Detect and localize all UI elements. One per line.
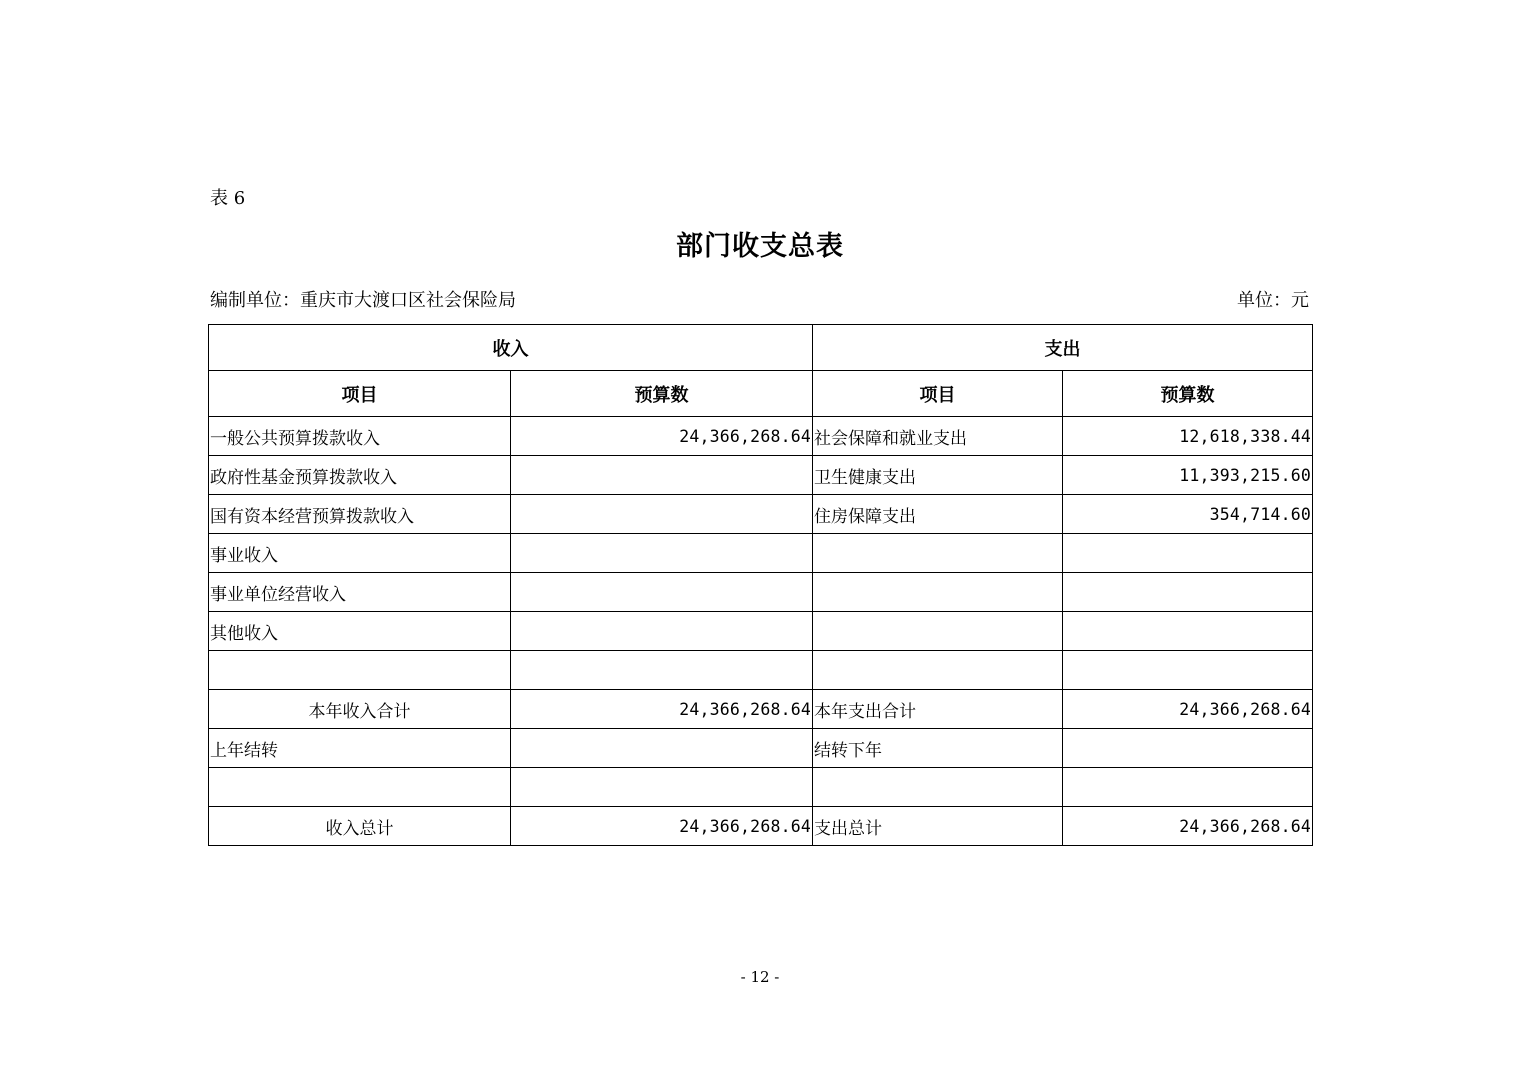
income-amount-cell <box>511 495 813 534</box>
table-group-header-row <box>209 325 1313 371</box>
table-column-header-row <box>209 371 1313 417</box>
table-row <box>209 495 1313 534</box>
income-item-cell: 国有资本经营预算拨款收入 <box>209 495 511 534</box>
income-subtotal-label: 本年收入合计 <box>209 690 511 729</box>
income-amount-cell <box>511 651 813 690</box>
expense-subtotal-amount: 24,366,268.64 <box>1063 690 1313 729</box>
income-item-cell: 其他收入 <box>209 612 511 651</box>
expense-amount-cell: 11,393,215.60 <box>1063 456 1313 495</box>
table-number: 表 6 <box>210 188 246 209</box>
income-subtotal-amount: 24,366,268.64 <box>511 690 813 729</box>
income-item-cell: 事业收入 <box>209 534 511 573</box>
expense-amount-cell <box>1063 651 1313 690</box>
expense-amount-cell: 12,618,338.44 <box>1063 417 1313 456</box>
compiling-unit: 编制单位：重庆市大渡口区社会保险局 <box>210 290 516 311</box>
expense-amount-cell: 354,714.60 <box>1063 495 1313 534</box>
expense-item-cell <box>813 573 1063 612</box>
expense-total-label: 支出总计 <box>813 807 1063 846</box>
expense-amount-cell <box>1063 612 1313 651</box>
expense-item-cell <box>813 612 1063 651</box>
expense-item-cell: 结转下年 <box>813 729 1063 768</box>
page-number: - 12 - <box>740 968 780 986</box>
income-group-header: 收入 <box>209 325 813 371</box>
income-item-cell <box>209 651 511 690</box>
income-amount-cell <box>511 456 813 495</box>
table-row <box>209 807 1313 846</box>
income-item-cell: 事业单位经营收入 <box>209 573 511 612</box>
expense-amount-cell <box>1063 729 1313 768</box>
table-row <box>209 573 1313 612</box>
expense-item-cell: 住房保障支出 <box>813 495 1063 534</box>
table-row <box>209 417 1313 456</box>
income-total-amount: 24,366,268.64 <box>511 807 813 846</box>
income-amount-cell <box>511 729 813 768</box>
expense-item-cell <box>813 534 1063 573</box>
expense-amount-cell <box>1063 573 1313 612</box>
income-amount-cell: 24,366,268.64 <box>511 417 813 456</box>
income-item-cell <box>209 768 511 807</box>
table-row <box>209 651 1313 690</box>
expense-item-cell <box>813 651 1063 690</box>
table-row <box>209 612 1313 651</box>
expense-item-cell <box>813 768 1063 807</box>
table-row <box>209 690 1313 729</box>
expense-total-amount: 24,366,268.64 <box>1063 807 1313 846</box>
income-amount-cell <box>511 768 813 807</box>
table-row <box>209 729 1313 768</box>
expense-amount-cell <box>1063 534 1313 573</box>
income-item-header: 项目 <box>209 371 511 417</box>
expense-amount-cell <box>1063 768 1313 807</box>
income-total-label: 收入总计 <box>209 807 511 846</box>
page-title: 部门收支总表 <box>676 231 844 262</box>
income-amount-cell <box>511 573 813 612</box>
expense-item-header: 项目 <box>813 371 1063 417</box>
expense-group-header: 支出 <box>813 325 1313 371</box>
table-row <box>209 768 1313 807</box>
budget-summary-table <box>208 324 1313 846</box>
table-row <box>209 534 1313 573</box>
expense-item-cell: 卫生健康支出 <box>813 456 1063 495</box>
income-budget-header: 预算数 <box>511 371 813 417</box>
income-item-cell: 政府性基金预算拨款收入 <box>209 456 511 495</box>
income-amount-cell <box>511 612 813 651</box>
expense-item-cell: 社会保障和就业支出 <box>813 417 1063 456</box>
income-item-cell: 上年结转 <box>209 729 511 768</box>
income-amount-cell <box>511 534 813 573</box>
expense-subtotal-label: 本年支出合计 <box>813 690 1063 729</box>
income-item-cell: 一般公共预算拨款收入 <box>209 417 511 456</box>
table-row <box>209 456 1313 495</box>
expense-budget-header: 预算数 <box>1063 371 1313 417</box>
currency-unit: 单位：元 <box>1237 290 1309 311</box>
